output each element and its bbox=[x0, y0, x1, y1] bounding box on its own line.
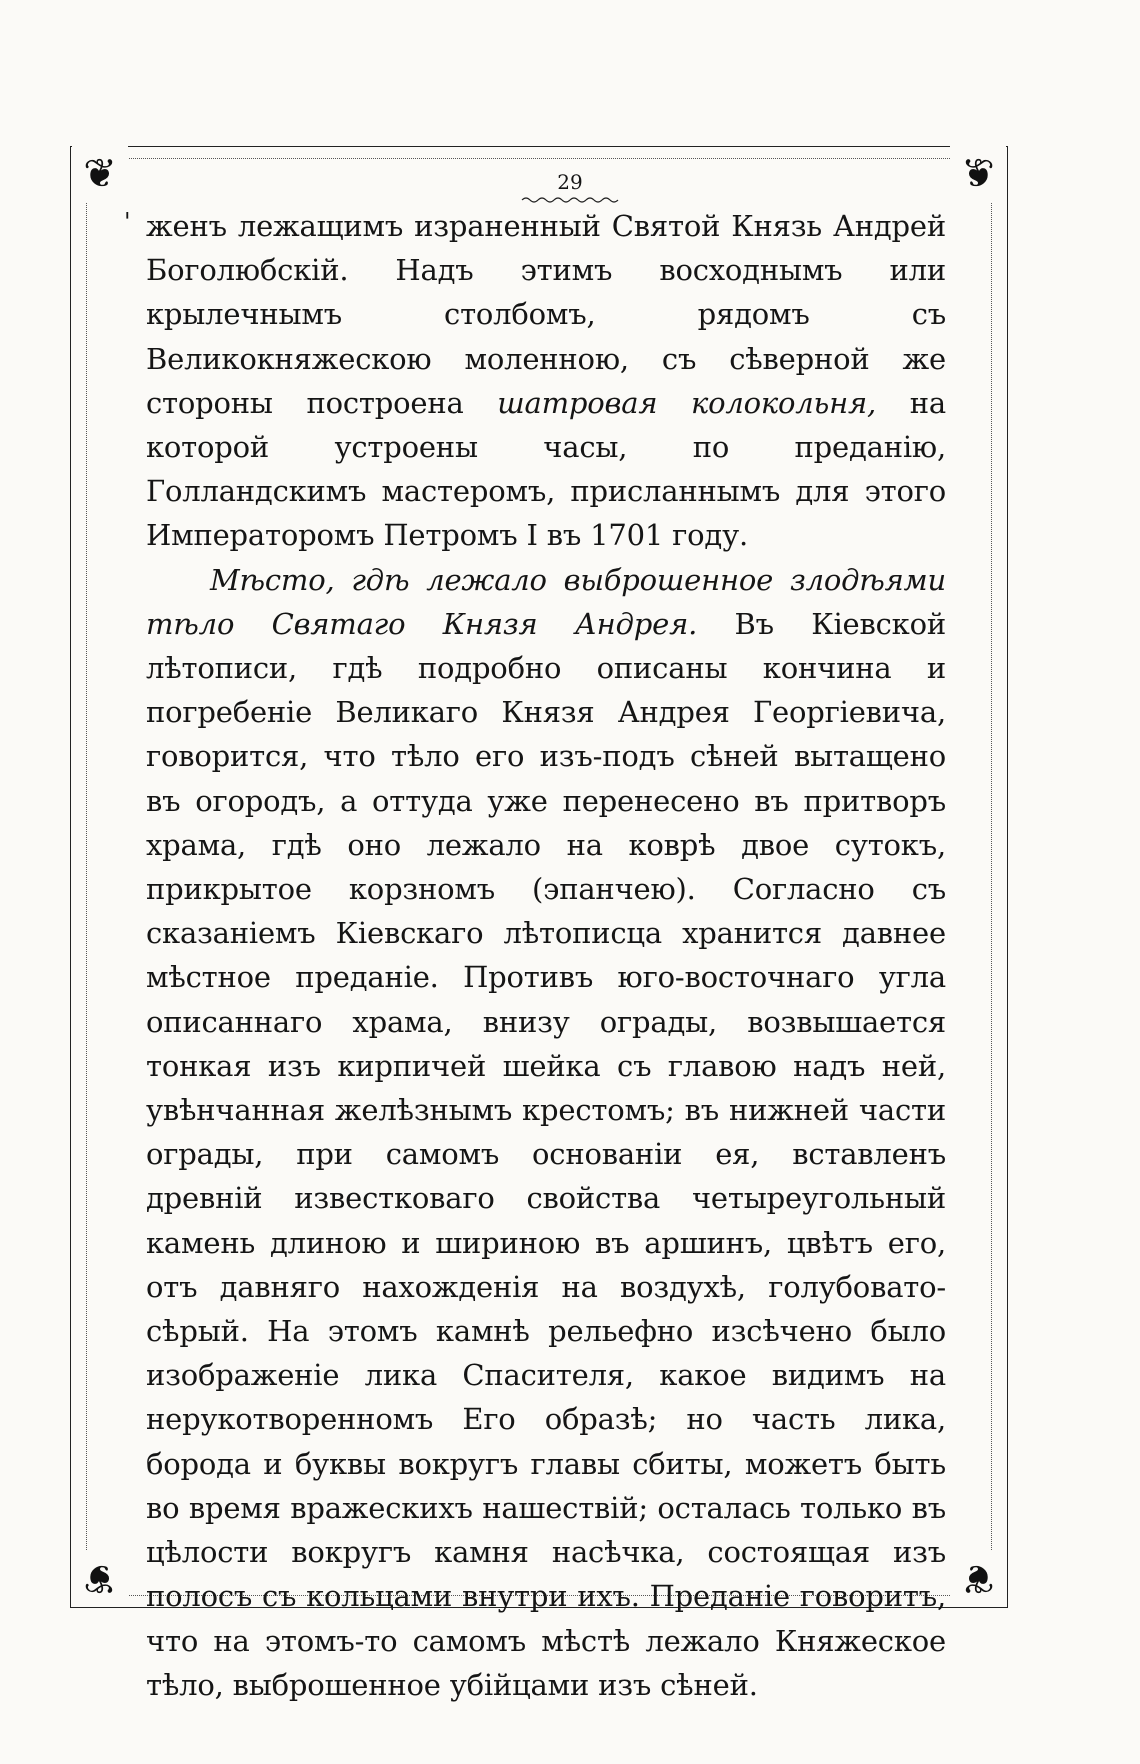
section-heading: Мѣсто, гдѣ лежало выброшенное злодѣями тѣло Святаго Князя Андрея. bbox=[146, 562, 946, 641]
paragraph-2-body: Въ Кіевской лѣтописи, гдѣ подробно описаны кончина и погребеніе Великаго Князя Андрея Георгіевича, говорится, что тѣло его изъ-подъ сѣней вытащено въ огородъ, а оттуда уже перенесено въ притворъ храма, гдѣ оно лежало на коврѣ двое сутокъ, прикрытое корзномъ (эпанчею). Согласно съ сказаніемъ Кіевскаго лѣтописца хранится давнее мѣстное преданіе. Противъ юго-восточнаго угла описаннаго храма, внизу ограды, возвышается тонкая изъ кирпичей шейка съ главою надъ ней, увѣнчанная желѣзнымъ крестомъ; въ нижней части ограды, при самомъ основаніи ея, вставленъ древній известковаго свойства четыреугольный камень длиною и шириною въ аршинъ, цвѣтъ его, отъ давняго нахожденія на воздухѣ, голубовато-сѣрый. На этомъ камнѣ рельефно изсѣчено было изображеніе лика Спасителя, какое видимъ на нерукотворенномъ Его образѣ; но часть лика, борода и буквы вокругъ главы сбиты, можетъ быть во время вражескихъ нашествій; осталась только въ цѣлости вокругъ камня насѣчка, состоящая изъ полосъ съ кольцами внутри ихъ. Преданіе говоритъ, что на этомъ-то самомъ мѣстѣ лежало Княжеское тѣло, выброшенное убійцами изъ сѣней. bbox=[146, 606, 946, 1702]
paragraph-2 bbox=[146, 558, 946, 1707]
body-text bbox=[146, 204, 946, 1707]
corner-ornament-icon: ❦ bbox=[72, 146, 128, 202]
paragraph-1 bbox=[146, 204, 946, 558]
paragraph-1-text-b: на которой устроены часы, по преданію, Голландскимъ мастеромъ, присланнымъ для этого Императоромъ Петромъ I въ 1701 году. bbox=[146, 385, 946, 553]
paragraph-1-text-a: женъ лежащимъ израненный Святой Князь Андрей Боголюбскій. Надъ этимъ восходнымъ или крылечнымъ столбомъ, рядомъ съ Великокняжескою моленною, съ сѣверной же стороны построена bbox=[146, 209, 946, 420]
page-number: 29 bbox=[557, 170, 583, 194]
paragraph-1-italic-phrase: шатровая колокольня, bbox=[497, 385, 877, 420]
corner-ornament-icon: ❦ bbox=[950, 1550, 1006, 1606]
corner-ornament-icon: ❦ bbox=[72, 1550, 128, 1606]
page-number-ornament-icon bbox=[520, 196, 620, 204]
corner-ornament-icon: ❦ bbox=[950, 146, 1006, 202]
stray-mark: ' bbox=[124, 208, 131, 236]
